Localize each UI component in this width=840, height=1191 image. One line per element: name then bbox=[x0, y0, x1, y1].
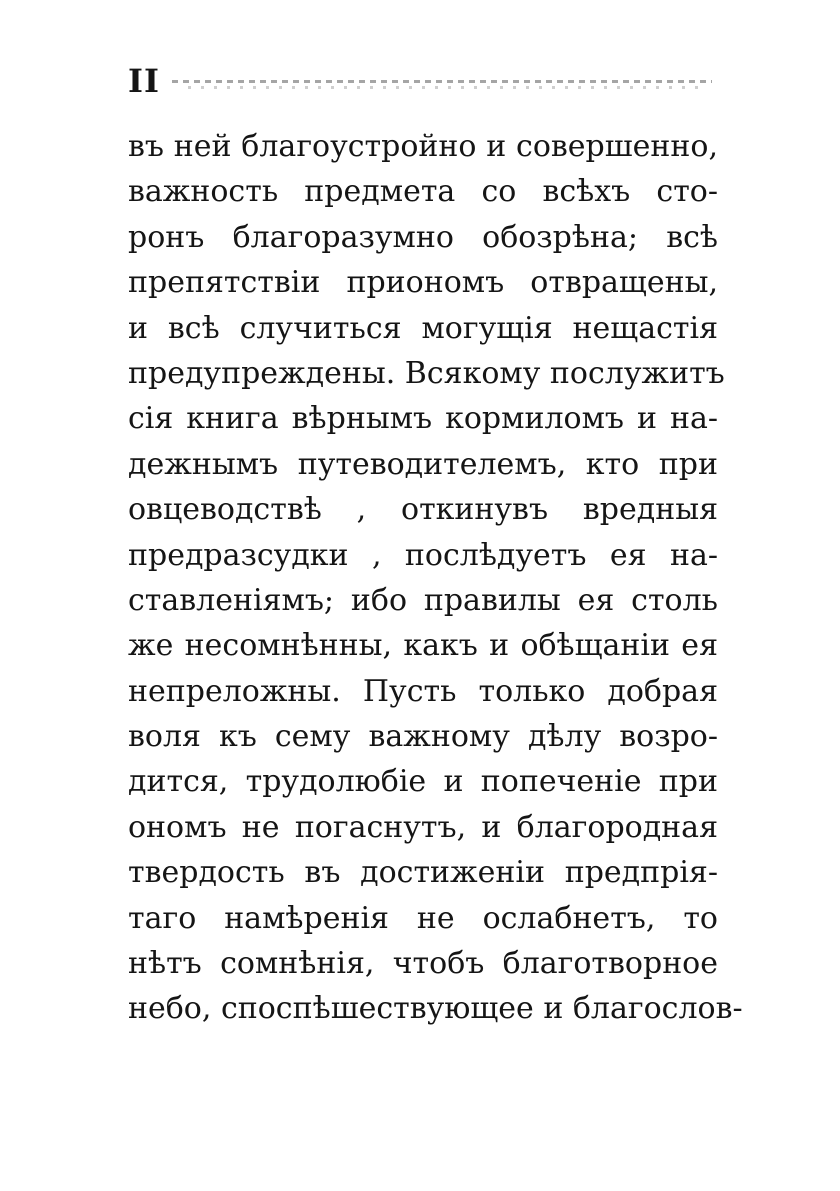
body-text bbox=[128, 124, 743, 1032]
text-line: твердость въ достиженiи предпрiя- bbox=[128, 855, 718, 891]
text-line: же несомнѣнны, какъ и обѣщанiи ея bbox=[128, 628, 718, 664]
text-line: предразсудки , послѣдуетъ ея на- bbox=[128, 537, 718, 573]
text-line: нѣтъ сомнѣнiя, чтобъ благотворное bbox=[128, 946, 718, 982]
text-line: препятствiи приономъ отвращены, bbox=[128, 265, 718, 301]
page-header bbox=[128, 62, 718, 102]
page-number: II bbox=[128, 62, 160, 100]
text-line: и всѣ случиться могущiя нещастiя bbox=[128, 310, 718, 346]
text-line: предупреждены. Всякому послужитъ bbox=[128, 355, 725, 391]
text-line: важность предмета со всѣхъ сто- bbox=[128, 174, 718, 210]
text-line: сiя книга вѣрнымъ кормиломъ и на- bbox=[128, 401, 718, 437]
text-line: дится, трудолюбiе и попеченiе при bbox=[128, 764, 718, 800]
text-line: въ ней благоустройно и совершенно, bbox=[128, 129, 718, 164]
text-line: небо, споспѣшествующее и благослов- bbox=[128, 991, 743, 1027]
header-rule-faint bbox=[188, 80, 708, 94]
text-line: воля къ сему важному дѣлу возро- bbox=[128, 719, 718, 755]
text-line: таго намѣренiя не ослабнетъ, то bbox=[128, 900, 718, 936]
text-line: непреложны. Пусть только добрая bbox=[128, 673, 718, 709]
text-line: ономъ не погаснутъ, и благородная bbox=[128, 809, 718, 845]
text-line: дежнымъ путеводителемъ, кто при bbox=[128, 446, 718, 482]
text-line: ставленiямъ; ибо правилы ея столь bbox=[128, 582, 718, 618]
text-line: овцеводствѣ , откинувъ вредныя bbox=[128, 492, 718, 528]
text-line: ронъ благоразумно обозрѣна; всѣ bbox=[128, 219, 718, 255]
